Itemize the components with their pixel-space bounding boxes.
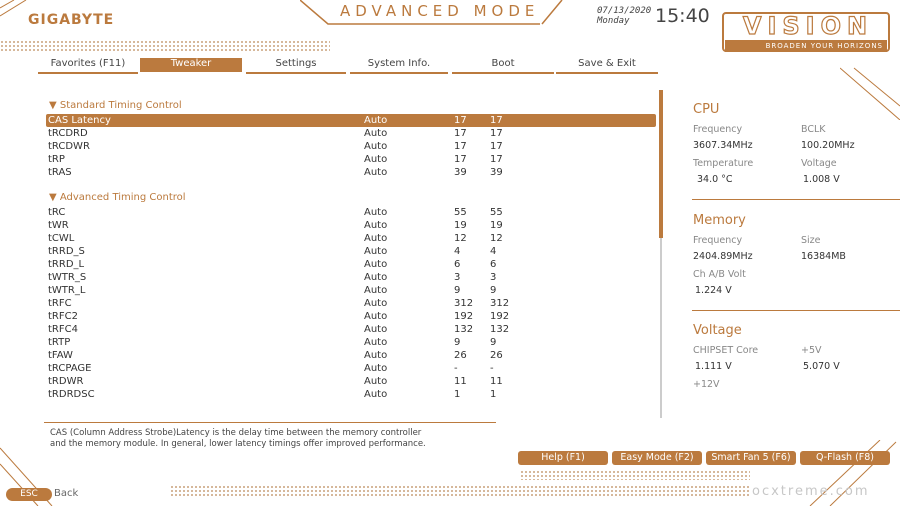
channel-a-value: 9 [454, 285, 461, 296]
tab-tweaker[interactable]: Tweaker [140, 58, 242, 72]
channel-b-value: 17 [490, 115, 503, 126]
setting-row[interactable] [46, 206, 656, 219]
ch-ab-volt-label: Ch A/B Volt [693, 269, 746, 280]
cpu-frequency-value: 3607.34MHz [693, 140, 753, 151]
channel-a-value: 26 [454, 350, 467, 361]
setting-name: tWTR_S [48, 272, 87, 283]
bclk-value: 100.20MHz [801, 140, 855, 151]
setting-row[interactable] [46, 310, 656, 323]
setting-row[interactable] [46, 271, 656, 284]
back-label[interactable]: Back [54, 488, 79, 499]
esc-button[interactable]: ESC [6, 488, 52, 501]
channel-a-value: 17 [454, 154, 467, 165]
setting-value: Auto [364, 311, 388, 322]
channel-b-value: 192 [490, 311, 510, 322]
setting-value: Auto [364, 259, 388, 270]
setting-row[interactable] [46, 232, 656, 245]
channel-b-value: 312 [490, 298, 510, 309]
setting-row[interactable] [46, 362, 656, 375]
ch-ab-volt-value: 1.224 V [695, 285, 732, 296]
help-divider [44, 422, 496, 423]
setting-name: CAS Latency [48, 115, 111, 126]
channel-a-value: 39 [454, 167, 467, 178]
tab-favorites[interactable]: Favorites (F11) [50, 58, 126, 69]
setting-row[interactable] [46, 375, 656, 388]
setting-name: tRAS [48, 167, 72, 178]
chipset-core-value: 1.111 V [695, 361, 732, 372]
setting-row[interactable] [46, 153, 656, 166]
help-line: and the memory module. In general, lower latency timings offer improved performance. [50, 439, 426, 449]
setting-name: tRCPAGE [48, 363, 92, 374]
channel-a-value: 17 [454, 141, 467, 152]
channel-b-value: 9 [490, 337, 497, 348]
setting-name: tRCDWR [48, 141, 90, 152]
setting-value: Auto [364, 272, 388, 283]
channel-a-value: 17 [454, 128, 467, 139]
memory-frequency-label: Frequency [693, 235, 743, 246]
memory-size-value: 16384MB [801, 251, 846, 262]
setting-value: Auto [364, 167, 388, 178]
channel-a-value: 3 [454, 272, 461, 283]
smart-fan-button[interactable]: Smart Fan 5 (F6) [706, 451, 796, 465]
channel-a-value: 19 [454, 220, 467, 231]
cpu-temperature-value: 34.0 °C [697, 174, 733, 185]
dot-pattern-top [0, 40, 330, 52]
setting-value: Auto [364, 128, 388, 139]
vision-tagline: BROADEN YOUR HORIZONS [725, 40, 887, 52]
setting-name: tFAW [48, 350, 73, 361]
channel-a-value: 9 [454, 337, 461, 348]
setting-value: Auto [364, 141, 388, 152]
panel-divider [692, 310, 900, 311]
setting-name: tRCDRD [48, 128, 88, 139]
setting-row[interactable] [46, 284, 656, 297]
setting-value: Auto [364, 337, 388, 348]
vision-logo: VISION [742, 12, 874, 40]
channel-a-value: 12 [454, 233, 467, 244]
cpu-frequency-label: Frequency [693, 124, 743, 135]
setting-row[interactable] [46, 114, 656, 127]
channel-b-value: 11 [490, 376, 503, 387]
setting-value: Auto [364, 233, 388, 244]
memory-frequency-value: 2404.89MHz [693, 251, 753, 262]
tab-underline [350, 72, 448, 74]
channel-b-value: 132 [490, 324, 510, 335]
channel-a-value: 312 [454, 298, 474, 309]
setting-row[interactable] [46, 127, 656, 140]
help-description [50, 428, 480, 450]
setting-value: Auto [364, 389, 388, 400]
channel-b-value: 17 [490, 141, 503, 152]
date-display [597, 6, 651, 26]
dot-pattern-bottom [170, 485, 750, 497]
5v-label: +5V [801, 345, 822, 356]
dot-pattern-side [520, 470, 750, 480]
easy-mode-button[interactable]: Easy Mode (F2) [612, 451, 702, 465]
channel-a-value: 55 [454, 207, 467, 218]
channel-b-value: - [490, 363, 494, 374]
setting-row[interactable] [46, 245, 656, 258]
channel-b-value: 17 [490, 128, 503, 139]
time-display: 15:40 [655, 5, 710, 27]
channel-b-value: 4 [490, 246, 497, 257]
channel-b-value: 1 [490, 389, 497, 400]
channel-a-value: 1 [454, 389, 461, 400]
help-button[interactable]: Help (F1) [518, 451, 608, 465]
channel-b-value: 55 [490, 207, 503, 218]
scrollbar-thumb[interactable] [659, 90, 663, 238]
setting-name: tCWL [48, 233, 75, 244]
section-standard-timing[interactable]: ▼ Standard Timing Control [49, 100, 182, 111]
setting-name: tRDRDSC [48, 389, 95, 400]
voltage-heading: Voltage [693, 323, 742, 338]
memory-heading: Memory [693, 213, 746, 228]
channel-b-value: 6 [490, 259, 497, 270]
setting-name: tRFC4 [48, 324, 78, 335]
setting-value: Auto [364, 220, 388, 231]
channel-b-value: 26 [490, 350, 503, 361]
channel-a-value: 17 [454, 115, 467, 126]
help-line: CAS (Column Address Strobe)Latency is the delay time between the memory controller [50, 428, 422, 438]
gigabyte-logo: GIGABYTE [28, 12, 115, 28]
channel-b-value: 17 [490, 154, 503, 165]
setting-name: tWTR_L [48, 285, 86, 296]
setting-value: Auto [364, 324, 388, 335]
5v-value: 5.070 V [803, 361, 840, 372]
cpu-voltage-value: 1.008 V [803, 174, 840, 185]
bclk-label: BCLK [801, 124, 826, 135]
setting-value: Auto [364, 207, 388, 218]
setting-value: Auto [364, 154, 388, 165]
setting-row[interactable] [46, 388, 656, 401]
setting-name: tRDWR [48, 376, 84, 387]
setting-name: tRC [48, 207, 66, 218]
memory-size-label: Size [801, 235, 821, 246]
setting-name: tRRD_L [48, 259, 85, 270]
setting-value: Auto [364, 376, 388, 387]
cpu-heading: CPU [693, 102, 720, 117]
tab-system-info[interactable]: System Info. [367, 58, 431, 69]
channel-b-value: 3 [490, 272, 497, 283]
setting-row[interactable] [46, 219, 656, 232]
date-text: 07/13/2020 [597, 6, 652, 16]
setting-row[interactable] [46, 258, 656, 271]
channel-a-value: 11 [454, 376, 467, 387]
chipset-core-label: CHIPSET Core [693, 345, 759, 356]
q-flash-button[interactable]: Q-Flash (F8) [800, 451, 890, 465]
setting-value: Auto [364, 285, 388, 296]
setting-value: Auto [364, 350, 388, 361]
setting-row[interactable] [46, 166, 656, 179]
setting-row[interactable] [46, 297, 656, 310]
setting-value: Auto [364, 298, 388, 309]
tab-save-exit[interactable]: Save & Exit [578, 58, 636, 69]
section-advanced-timing[interactable]: ▼ Advanced Timing Control [49, 192, 186, 203]
setting-name: tWR [48, 220, 69, 231]
setting-name: tRP [48, 154, 65, 165]
setting-row[interactable] [46, 323, 656, 336]
setting-name: tRRD_S [48, 246, 85, 257]
channel-b-value: 19 [490, 220, 503, 231]
setting-row[interactable] [46, 349, 656, 362]
channel-a-value: 192 [454, 311, 474, 322]
panel-divider [692, 199, 900, 200]
setting-row[interactable] [46, 336, 656, 349]
setting-name: tRFC2 [48, 311, 78, 322]
tab-underline [38, 72, 138, 74]
channel-a-value: 132 [454, 324, 474, 335]
tab-underline [556, 72, 658, 74]
setting-value: Auto [364, 363, 388, 374]
setting-value: Auto [364, 115, 388, 126]
tab-underline [246, 72, 346, 74]
mode-title: ADVANCED MODE [340, 2, 540, 20]
tab-boot[interactable]: Boot [491, 58, 515, 69]
12v-label: +12V [693, 379, 720, 390]
setting-name: tRTP [48, 337, 71, 348]
setting-row[interactable] [46, 140, 656, 153]
channel-b-value: 39 [490, 167, 503, 178]
right-side-stripes [840, 60, 900, 120]
channel-b-value: 12 [490, 233, 503, 244]
tab-underline [452, 72, 554, 74]
channel-a-value: 6 [454, 259, 461, 270]
channel-a-value: - [454, 363, 458, 374]
tab-settings[interactable]: Settings [275, 58, 317, 69]
watermark-text: ocxtreme.com [752, 484, 870, 499]
cpu-voltage-label: Voltage [801, 158, 837, 169]
channel-a-value: 4 [454, 246, 461, 257]
weekday-text: Monday [597, 16, 630, 26]
cpu-temperature-label: Temperature [693, 158, 754, 169]
setting-value: Auto [364, 246, 388, 257]
setting-name: tRFC [48, 298, 72, 309]
channel-b-value: 9 [490, 285, 497, 296]
